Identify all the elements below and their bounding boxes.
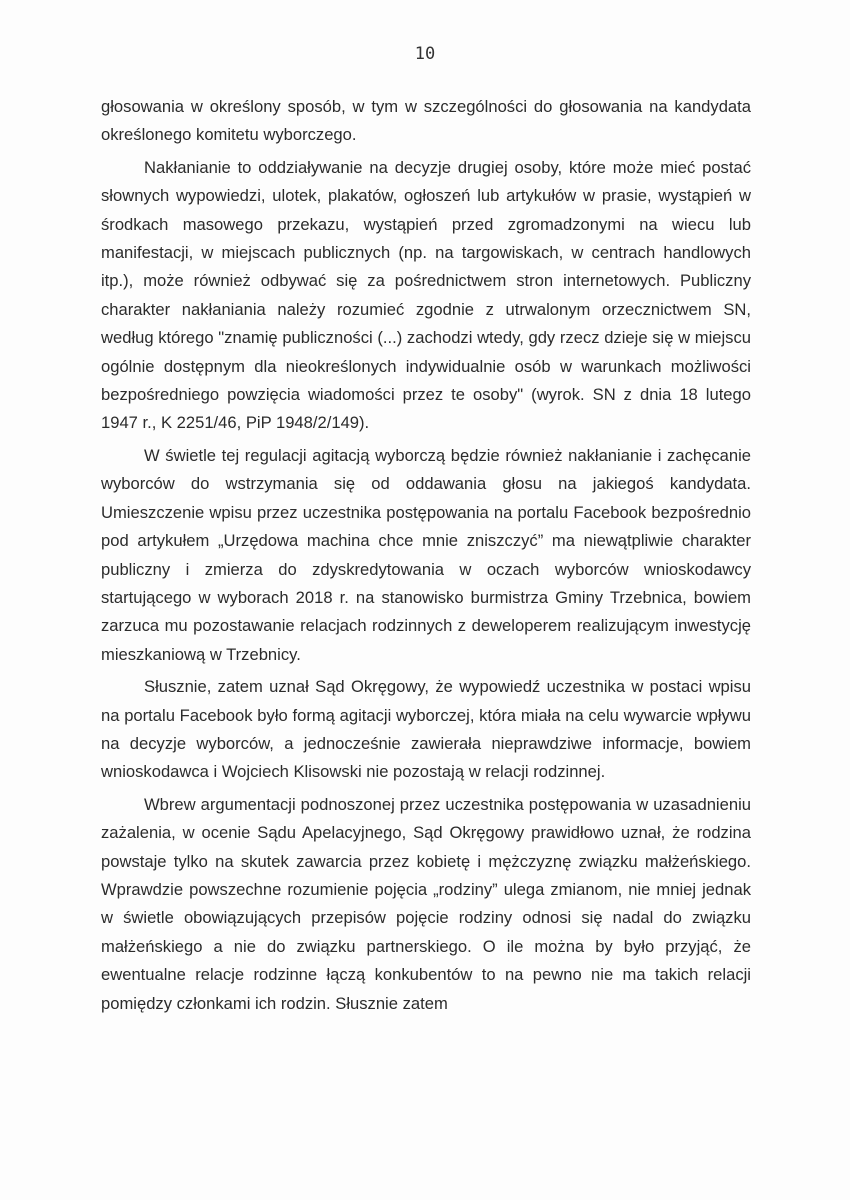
paragraph-continuation: głosowania w określony sposób, w tym w szczególności do głosowania na kandydata określonego komitetu wyborczego. xyxy=(101,97,751,145)
paragraph-family-relation: Wbrew argumentacji podnoszonej przez uczestnika postępowania w uzasadnieniu zażalenia, w ocenie Sądu Apelacyjnego, Sąd Okręgowy prawidłowo uznał, że rodzina powstaje tylko na skutek zawarcia przez kobietę i mężczyznę związku małżeńskiego. Wprawdzie powszechne rozumienie pojęcia „rodziny” ulega zmianom, nie mniej jednak w świetle obowiązujących przepisów pojęcie rodziny odnosi się nadal do związku małżeńskiego a nie do związku partnerskiego. O ile można by było przyjąć, że ewentualne relacje rodzinne łączą konkubentów to na pewno nie ma takich relacji pomiędzy członkami ich rodzin. Słusznie zatem xyxy=(101,794,751,1013)
paragraph-election-agitation: W świetle tej regulacji agitacją wyborczą będzie również nakłanianie i zachęcanie wyborców do wstrzymania się od oddawania głosu na jakiegoś kandydata. Umieszczenie wpisu przez uczestnika postępowania na portalu Facebook bezpośrednio pod artykułem „Urzędowa machina chce mnie zniszczyć” ma niewątpliwie charakter publiczny i zmierza do zdyskredytowania w oczach wyborców wnioskodawcy startującego w wyborach 2018 r. na stanowisko burmistrza Gminy Trzebnica, bowiem zarzuca mu pozostawanie relacjach rodzinnych z deweloperem realizującym inwestycję mieszkaniową w Trzebnicy. xyxy=(101,445,751,664)
paragraph-persuasion-definition: Nakłanianie to oddziaływanie na decyzje drugiej osoby, które może mieć postać słownych wypowiedzi, ulotek, plakatów, ogłoszeń lub artykułów w prasie, wystąpień w środkach masowego przekazu, wystąpień przed zgromadzonymi na wiecu lub manifestacji, w miejscach publicznych (np. na targowiskach, w centrach handlowych itp.), może również odbywać się za pośrednictwem stron internetowych. Publiczny charakter nakłaniania należy rozumieć zgodnie z utrwalonym orzecznictwem SN, według którego "znamię publiczności (...) zachodzi wtedy, gdy rzecz dzieje się w miejscu ogólnie dostępnym dla nieokreślonych indywidualnie osób w warunkach możliwości bezpośredniego powzięcia wiadomości przez te osoby" (wyrok. SN z dnia 18 lutego 1947 r., K 2251/46, PiP 1948/2/149). xyxy=(101,157,751,433)
page-number: 10 xyxy=(414,44,436,64)
body-text xyxy=(101,93,751,1022)
paragraph-district-court-finding: Słusznie, zatem uznał Sąd Okręgowy, że wypowiedź uczestnika w postaci wpisu na portalu Facebook było formą agitacji wyborczej, która miała na celu wywarcie wpływu na decyzje wyborców, a jednocześnie zawierała nieprawdziwe informacje, bowiem wnioskodawca i Wojciech Klisowski nie pozostają w relacji rodzinnej. xyxy=(101,677,751,782)
